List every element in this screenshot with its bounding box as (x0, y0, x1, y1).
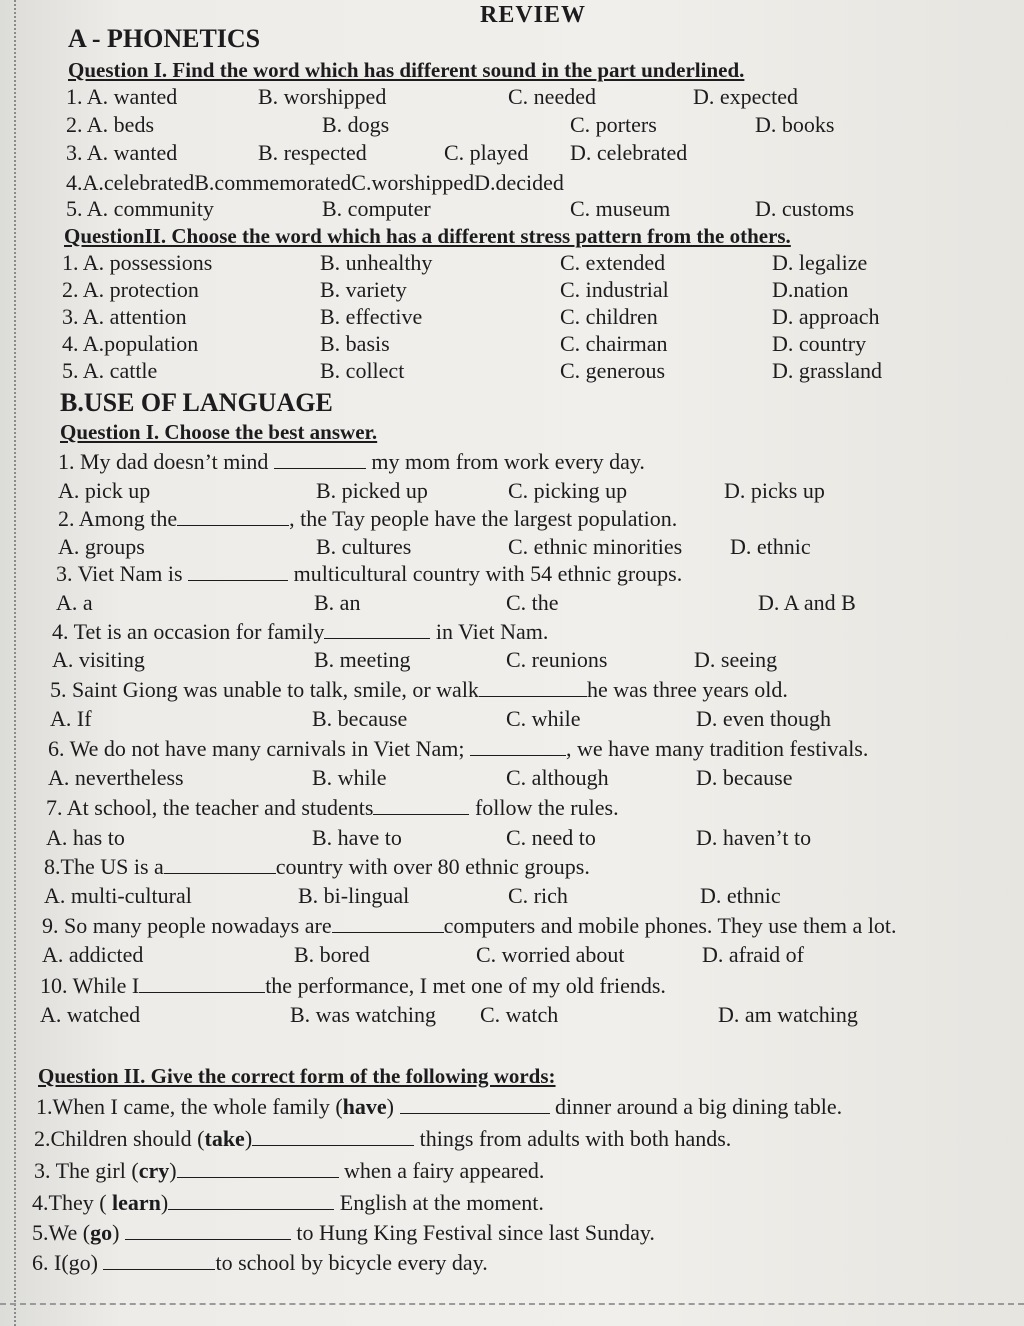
verb-form-item-6: 6. I(go) to school by bicycle every day. (32, 1250, 488, 1275)
phonetics-q1-title: Question I. Find the word which has different sound in the part underlined. (68, 58, 745, 82)
option-a: 4. A.population (62, 331, 199, 356)
option-b[interactable]: B. cultures (316, 534, 412, 559)
mc-options-3 (56, 590, 956, 618)
option-a: 5. A. cattle (62, 358, 158, 383)
answer-blank[interactable] (125, 1221, 291, 1240)
mc-options-8 (44, 883, 944, 911)
option-b[interactable]: B. picked up (316, 478, 428, 503)
option-d[interactable]: D. am watching (718, 1002, 858, 1027)
option-c[interactable]: C. need to (506, 825, 596, 850)
phonetics-q1-row (66, 112, 966, 140)
option-a: 3. A. wanted (66, 140, 178, 165)
option-a: 5. A. community (66, 196, 214, 221)
language-q1-title: Question I. Choose the best answer. (60, 420, 378, 444)
option-d[interactable]: D. ethnic (730, 534, 811, 559)
verb-form-item-2: 2.Children should (take) things from adults with both hands. (34, 1126, 732, 1151)
option-c[interactable]: C. while (506, 706, 581, 731)
option-c: C. children (560, 304, 658, 329)
phonetics-q1-row (66, 196, 966, 224)
option-d: D. books (755, 112, 835, 137)
option-b[interactable]: B. an (314, 590, 361, 615)
option-a: 2. A. beds (66, 112, 154, 137)
option-b[interactable]: B. bi-lingual (298, 883, 410, 908)
answer-blank[interactable] (400, 1095, 550, 1114)
mc-question-1: 1. My dad doesn’t mind my mom from work every day. (58, 449, 645, 474)
bottom-dashed-cut-line (0, 1303, 1024, 1305)
option-d[interactable]: D. seeing (694, 647, 778, 672)
answer-blank[interactable] (479, 678, 587, 697)
option-d[interactable]: D. A and B (758, 590, 856, 615)
mc-question-3: 3. Viet Nam is multicultural country with 54 ethnic groups. (56, 561, 683, 586)
option-b: B. effective (320, 304, 423, 329)
mc-options-2 (58, 534, 958, 562)
option-c[interactable]: C. worried about (476, 942, 625, 967)
phonetics-q1-row (66, 170, 966, 198)
verb-form-item-3: 3. The girl (cry) when a fairy appeared. (34, 1158, 545, 1183)
option-c[interactable]: C. the (506, 590, 559, 615)
option-d[interactable]: D. because (696, 765, 793, 790)
mc-question-4: 4. Tet is an occasion for family in Viet Nam. (52, 619, 549, 644)
mc-options-7 (46, 825, 946, 853)
mc-question-6: 6. We do not have many carnivals in Viet Nam; , we have many tradition festivals. (48, 736, 869, 761)
option-d: D. celebrated (570, 140, 688, 165)
option-a[interactable]: A. a (56, 590, 93, 615)
answer-blank[interactable] (470, 737, 566, 756)
option-a[interactable]: A. If (50, 706, 92, 731)
option-d: D. customs (755, 196, 854, 221)
option-b: B. respected (258, 140, 367, 165)
verb-form-item-4: 4.They ( learn) English at the moment. (32, 1190, 544, 1215)
stress-q2-row (62, 250, 962, 278)
answer-blank[interactable] (274, 450, 366, 469)
option-b: B. basis (320, 331, 390, 356)
option-b[interactable]: B. bored (294, 942, 370, 967)
option-a[interactable]: A. addicted (42, 942, 144, 967)
option-c[interactable]: C. although (506, 765, 609, 790)
option-b: B. unhealthy (320, 250, 433, 275)
mc-question-5: 5. Saint Giong was unable to talk, smile, or walk he was three years old. (50, 677, 788, 702)
option-b[interactable]: B. meeting (314, 647, 411, 672)
phonetics-q1-row (66, 84, 966, 112)
mc-options-4 (52, 647, 952, 675)
mc-options-10 (40, 1002, 940, 1030)
answer-blank[interactable] (252, 1127, 414, 1146)
answer-blank[interactable] (103, 1251, 215, 1270)
answer-blank[interactable] (324, 620, 430, 639)
mc-question-8: 8.The US is a country with over 80 ethnic groups. (44, 854, 590, 879)
option-b: B. worshipped (258, 84, 387, 109)
option-c: C. porters (570, 112, 657, 137)
section-a-heading: A - PHONETICS (68, 24, 261, 53)
page-title: REVIEW (480, 2, 587, 28)
option-c: C. played (444, 140, 529, 165)
option-b[interactable]: B. have to (312, 825, 402, 850)
option-a: 2. A. protection (62, 277, 199, 302)
mc-options-5 (50, 706, 950, 734)
option-d[interactable]: D. haven’t to (696, 825, 812, 850)
option-c[interactable]: C. ethnic minorities (508, 534, 683, 559)
answer-blank[interactable] (188, 562, 288, 581)
option-c: C. museum (570, 196, 671, 221)
row-text: 4.A.celebratedB.commemoratedC.worshippedD.decided (66, 170, 564, 195)
phonetics-q1-row (66, 140, 966, 168)
option-b: B. computer (322, 196, 431, 221)
stress-q2-row (62, 358, 962, 386)
option-d[interactable]: D. ethnic (700, 883, 781, 908)
mc-question-10: 10. While I the performance, I met one of my old friends. (40, 973, 666, 998)
option-c: C. generous (560, 358, 666, 383)
answer-blank[interactable] (373, 796, 469, 815)
option-a: 3. A. attention (62, 304, 187, 329)
option-c: C. industrial (560, 277, 669, 302)
option-a[interactable]: A. groups (58, 534, 145, 559)
option-c: C. chairman (560, 331, 668, 356)
stress-q2-row (62, 331, 962, 359)
option-d[interactable]: D. afraid of (702, 942, 805, 967)
phonetics-q2-title: QuestionII. Choose the word which has a different stress pattern from the others. (64, 224, 791, 248)
answer-blank[interactable] (177, 1159, 339, 1178)
option-c[interactable]: C. reunions (506, 647, 608, 672)
verb-form-item-5: 5.We (go) to Hung King Festival since last Sunday. (32, 1220, 655, 1245)
option-b[interactable]: B. because (312, 706, 408, 731)
option-c: C. extended (560, 250, 666, 275)
answer-blank[interactable] (164, 855, 276, 874)
option-d[interactable]: D. even though (696, 706, 832, 731)
option-b[interactable]: B. while (312, 765, 387, 790)
mc-options-1 (58, 478, 958, 506)
option-a[interactable]: A. has to (46, 825, 125, 850)
option-b: B. collect (320, 358, 405, 383)
option-b[interactable]: B. was watching (290, 1002, 437, 1027)
section-b-heading: B.USE OF LANGUAGE (60, 388, 333, 417)
option-c[interactable]: C. rich (508, 883, 568, 908)
option-a: 1. A. possessions (62, 250, 213, 275)
mc-question-7: 7. At school, the teacher and students follow the rules. (46, 795, 619, 820)
option-d: D. grassland (772, 358, 882, 383)
option-a[interactable]: A. watched (40, 1002, 141, 1027)
mc-options-9 (42, 942, 942, 970)
option-a[interactable]: A. pick up (58, 478, 151, 503)
option-a[interactable]: A. nevertheless (48, 765, 184, 790)
mc-options-6 (48, 765, 948, 793)
stress-q2-row (62, 277, 962, 305)
option-a: 1. A. wanted (66, 84, 178, 109)
option-a[interactable]: A. visiting (52, 647, 145, 672)
language-q2-title: Question II. Give the correct form of the following words: (38, 1064, 556, 1088)
option-c[interactable]: C. picking up (508, 478, 628, 503)
option-d[interactable]: D. picks up (724, 478, 825, 503)
option-d: D.nation (772, 277, 849, 302)
mc-question-2: 2. Among the , the Tay people have the largest population. (58, 506, 678, 531)
option-d: D. country (772, 331, 867, 356)
answer-blank[interactable] (332, 914, 444, 933)
answer-blank[interactable] (168, 1191, 334, 1210)
mc-question-9: 9. So many people nowadays are computers and mobile phones. They use them a lot. (42, 913, 897, 938)
option-b: B. variety (320, 277, 407, 302)
answer-blank[interactable] (177, 507, 289, 526)
left-dotted-margin (14, 0, 16, 1326)
option-c: C. needed (508, 84, 596, 109)
option-d: D. expected (693, 84, 799, 109)
option-d: D. approach (772, 304, 880, 329)
verb-form-item-1: 1.When I came, the whole family (have) dinner around a big dining table. (36, 1094, 843, 1119)
option-d: D. legalize (772, 250, 868, 275)
option-c[interactable]: C. watch (480, 1002, 559, 1027)
stress-q2-row (62, 304, 962, 332)
option-b: B. dogs (322, 112, 390, 137)
option-a[interactable]: A. multi-cultural (44, 883, 192, 908)
answer-blank[interactable] (139, 974, 265, 993)
